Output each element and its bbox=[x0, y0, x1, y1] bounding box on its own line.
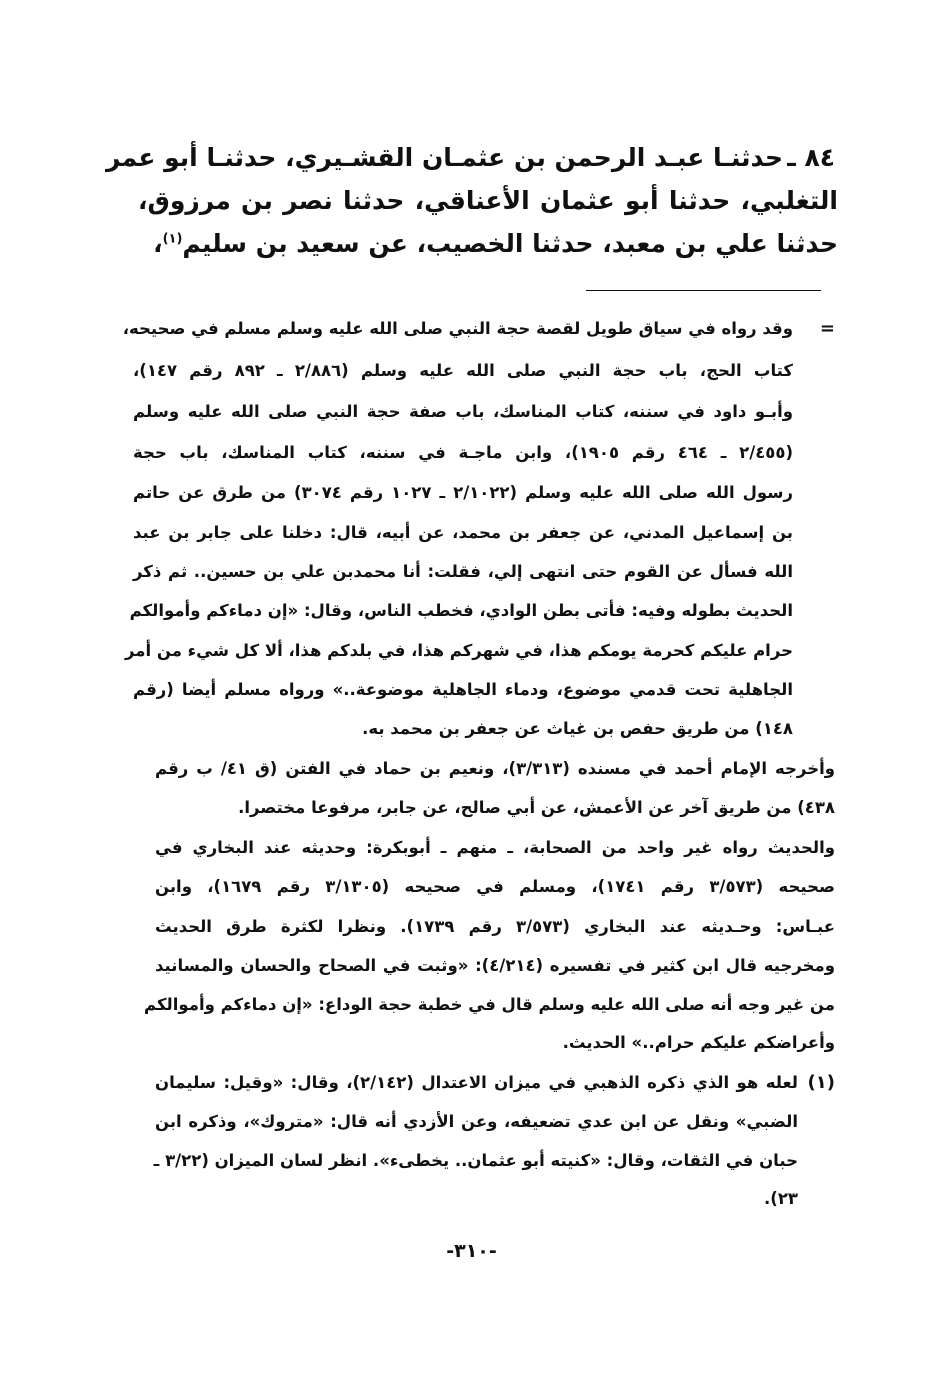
footnote-1-line: ٢٣). bbox=[764, 1189, 798, 1208]
continuation-marker: = bbox=[819, 318, 835, 339]
footnote-continuation-line: الجاهلية تحت قدمي موضوع، ودماء الجاهلية موضوعة..» ورواه مسلم أيضا (رقم bbox=[133, 680, 793, 699]
footnote-continuation-line: ١٤٨) من طريق حفص بن غياث عن جعفر بن محمد به. bbox=[362, 719, 793, 738]
hadith-text-line-2: التغلبي، حدثنا أبو عثمان الأعناقي، حدثنا نصر بن مرزوق، bbox=[138, 186, 838, 215]
hadith-text-line-1: حدثنـا عبـد الرحمن بن عثمـان القشـيري، حدثنـا أبو عمر bbox=[106, 143, 783, 172]
hadith-trailing-comma: ، bbox=[153, 229, 163, 258]
page-number: -٣١٠- bbox=[446, 1240, 497, 1262]
footnote-1-line: حبان في الثقات، وقال: «كنيته أبو عثمان.. يخطىء». انظر لسان الميزان (٣/٢٢ ـ bbox=[153, 1151, 798, 1170]
footnote-body-line: عبـاس: وحـديثه عند البخاري (٣/٥٧٣ رقم ١٧٣٩). ونظرا لكثرة طرق الحديث bbox=[155, 917, 835, 936]
footnote-continuation-line: حرام عليكم كحرمة يومكم هذا، في شهركم هذا، في بلدكم هذا، ألا كل شيء من أمر bbox=[124, 641, 793, 660]
footnote-continuation-line: الله فسأل عن القوم حتى انتهى إلي، فقلت: أنا محمدبن علي بن حسين.. ثم ذكر bbox=[133, 562, 793, 581]
hadith-text-line-3 bbox=[138, 224, 838, 264]
hadith-text-line-3-body: حدثنا علي بن معبد، حدثنا الخصيب، عن سعيد بن سليم bbox=[182, 229, 838, 258]
hadith-number: ٨٤ ـ bbox=[787, 143, 835, 172]
footnote-continuation-line: كتاب الحج، باب حجة النبي صلى الله عليه وسلم (٢/٨٨٦ ـ ٨٩٢ رقم ١٤٧)، bbox=[133, 361, 793, 380]
footnote-body-line: ومخرجيه قال ابن كثير في تفسيره (٤/٢١٤): «وثبت في الصحاح والحسان والمسانيد bbox=[155, 956, 835, 975]
footnote-ref-1: (١) bbox=[162, 231, 183, 247]
footnote-continuation-line: وأبـو داود في سننه، كتاب المناسك، باب صفة حجة النبي صلى الله عليه وسلم bbox=[133, 402, 793, 421]
footnote-1-line: الضبي» ونقل عن ابن عدي تضعيفه، وعن الأزدي أنه قال: «متروك»، وذكره ابن bbox=[155, 1112, 798, 1131]
footnote-separator bbox=[586, 290, 821, 291]
footnote-continuation-line: رسول الله صلى الله عليه وسلم (٢/١٠٢٢ ـ ١٠٢٧ رقم ٣٠٧٤) من طرق عن حاتم bbox=[133, 483, 793, 502]
footnote-body-line: وأخرجه الإمام أحمد في مسنده (٣/٣١٣)، ونعيم بن حماد في الفتن (ق ٤١/ ب رقم bbox=[155, 759, 835, 778]
footnote-body-line: والحديث رواه غير واحد من الصحابة، ـ منهم ـ أبوبكرة: وحديثه عند البخاري في bbox=[155, 838, 835, 857]
footnote-1-line: لعله هو الذي ذكره الذهبي في ميزان الاعتدال (٢/١٤٢)، وقال: «وقيل: سليمان bbox=[155, 1073, 798, 1092]
footnote-continuation-line: وقد رواه في سياق طويل لقصة حجة النبي صلى الله عليه وسلم مسلم في صحيحه، bbox=[122, 319, 793, 338]
footnote-body-line: ٤٣٨) من طريق آخر عن الأعمش، عن أبي صالح، عن جابر، مرفوعا مختصرا. bbox=[238, 798, 835, 817]
footnote-continuation-line: الحديث بطوله وفيه: فأتى بطن الوادي، فخطب الناس، وقال: «إن دماءكم وأموالكم bbox=[129, 601, 793, 620]
footnote-continuation-line: (٢/٤٥٥ ـ ٤٦٤ رقم ١٩٠٥)، وابن ماجـة في سننه، كتاب المناسك، باب حجة bbox=[133, 443, 793, 462]
footnote-body-line: صحيحه (٣/٥٧٣ رقم ١٧٤١)، ومسلم في صحيحه (٣/١٣٠٥ رقم ١٦٧٩)، وابن bbox=[155, 877, 835, 896]
footnote-body-line: من غير وجه أنه صلى الله عليه وسلم قال في خطبة حجة الوداع: «إن دماءكم وأموالكم bbox=[144, 995, 835, 1014]
footnote-continuation-line: بن إسماعيل المدني، عن جعفر بن محمد، عن أبيه، قال: دخلنا على جابر بن عبد bbox=[133, 523, 793, 542]
footnote-body-line: وأعراضكم عليكم حرام..» الحديث. bbox=[562, 1033, 835, 1052]
footnote-1-marker: (١) bbox=[807, 1072, 835, 1093]
